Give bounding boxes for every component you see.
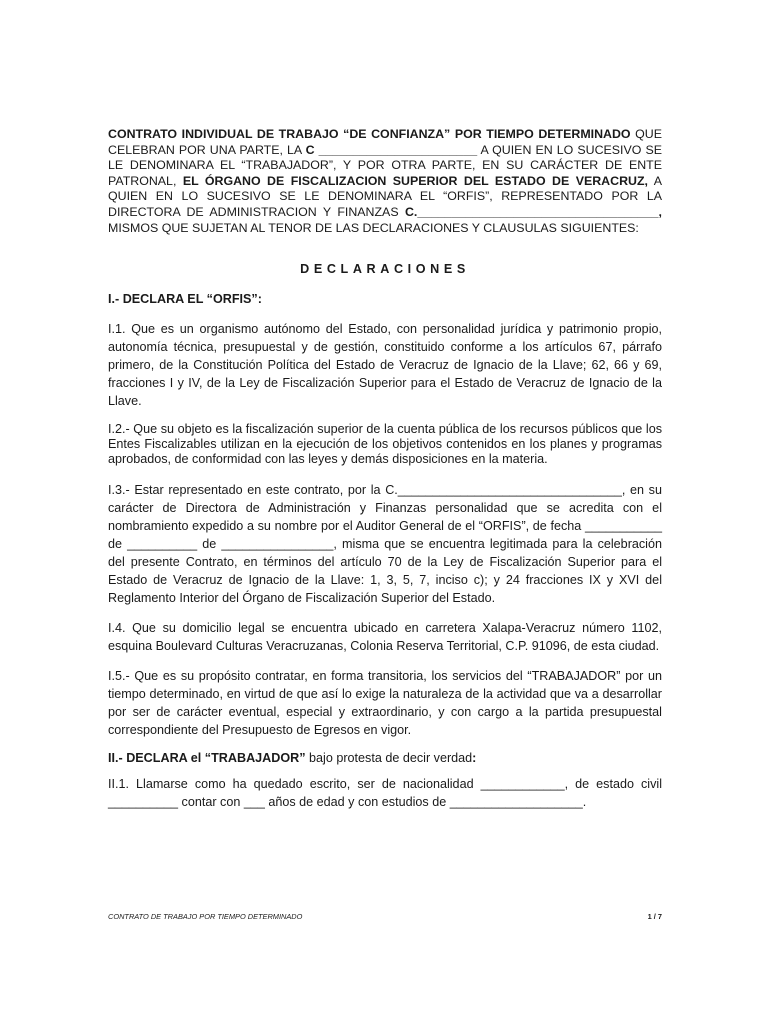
section-2-title-colon: : xyxy=(472,751,477,766)
clause-1-2: I.2.- Que su objeto es la fiscalización superior de la cuenta pública de los recursos públicos que los Entes Fiscalizables utilizan en la ejecución de los objetivos contenidos en los planes y programas aprobados, de conformidad con las leyes y demás disposiciones en la materia. xyxy=(108,422,662,467)
intro-text-4: MISMOS QUE SUJETAN AL TENOR DE LAS DECLARACIONES Y CLAUSULAS SIGUIENTES: xyxy=(108,220,639,235)
intro-text-3: A QUIEN EN LO SUCESIVO SE LE DENOMINARA EL “ORFIS”, REPRESENTADO POR LA DIRECTORA DE ADMINISTRACION Y FINANZAS xyxy=(108,173,662,219)
orfis-name: EL ÓRGANO DE FISCALIZACION SUPERIOR DEL ESTADO DE VERACRUZ, xyxy=(182,173,648,188)
intro-text-2: A QUIEN EN LO SUCESIVO SE LE DENOMINARA EL “TRABAJADOR”, Y POR OTRA PARTE, EN SU CARÁCTER DE ENTE PATRONAL, xyxy=(108,142,662,188)
worker-name-blank: C _______________________ xyxy=(305,142,478,157)
contract-title: CONTRATO INDIVIDUAL DE TRABAJO “DE CONFIANZA” POR TIEMPO DETERMINADO xyxy=(108,127,631,141)
page-footer xyxy=(108,912,662,921)
declaraciones-heading: DECLARACIONES xyxy=(300,262,470,277)
director-name-blank: C.___________________________________, xyxy=(404,204,662,219)
clause-1-3: I.3.- Estar representado en este contrato, por la C.________________________________, en su carácter de Directora de Administración y Finanzas personalidad que se acredita con el nombramiento expedido a su nombre por el Auditor General de el “ORFIS”, de fecha ___________ de __________ de ________________, misma que se encuentra legitimada para la celebración del presente Contrato, en términos del artículo 70 de la Ley de Fiscalización Superior para el Estado de Veracruz de Ignacio de la Llave: 1, 3, 5, 7, inciso c); y 24 fracciones IX y XVI del Reglamento Interior del Órgano de Fiscalización Superior del Estado. xyxy=(108,483,662,606)
section-2-title-main: II.- DECLARA el “TRABAJADOR” xyxy=(108,751,306,766)
contract-intro xyxy=(108,127,662,236)
document-body xyxy=(108,127,662,811)
section-2-title xyxy=(108,751,662,765)
clause-1-5: I.5.- Que es su propósito contratar, en forma transitoria, los servicios del “TRABAJADOR” por un tiempo determinado, en virtud de que así lo exige la naturaleza de la actividad que va a desarrollar por ser de carácter eventual, especial y extraordinario, y con cargo a la partida presupuestal correspondiente del Presupuesto de Egresos en vigor. xyxy=(108,669,662,738)
clause-1-4: I.4. Que su domicilio legal se encuentra ubicado en carretera Xalapa-Veracruz número 1102, esquina Boulevard Culturas Veracruzanas, Colonia Reserva Territorial, C.P. 91096, de esta ciudad. xyxy=(108,621,662,654)
footer-title: CONTRATO DE TRABAJO POR TIEMPO DETERMINADO xyxy=(108,912,303,921)
section-1-title: I.- DECLARA EL “ORFIS”: xyxy=(108,292,262,307)
intro-text-1: QUE CELEBRAN POR UNA PARTE, LA xyxy=(108,127,662,157)
section-2-title-sub: bajo protesta de decir verdad xyxy=(305,751,473,766)
clause-2-1: II.1. Llamarse como ha quedado escrito, ser de nacionalidad ____________, de estado civil __________ contar con ___ años de edad y con estudios de ___________________. xyxy=(108,777,662,810)
clause-1-1: I.1. Que es un organismo autónomo del Estado, con personalidad jurídica y patrimonio propio, autonomía técnica, presupuestal y de gestión, constituido conforme a los artículos 67, párrafo primero, de la Constitución Política del Estado de Veracruz de Ignacio de la Llave; 62, 66 y 69, fracciones I y IV, de la Ley de Fiscalización Superior para el Estado de Veracruz de Ignacio de la Llave. xyxy=(108,322,662,409)
page-number: 1 / 7 xyxy=(647,912,662,921)
